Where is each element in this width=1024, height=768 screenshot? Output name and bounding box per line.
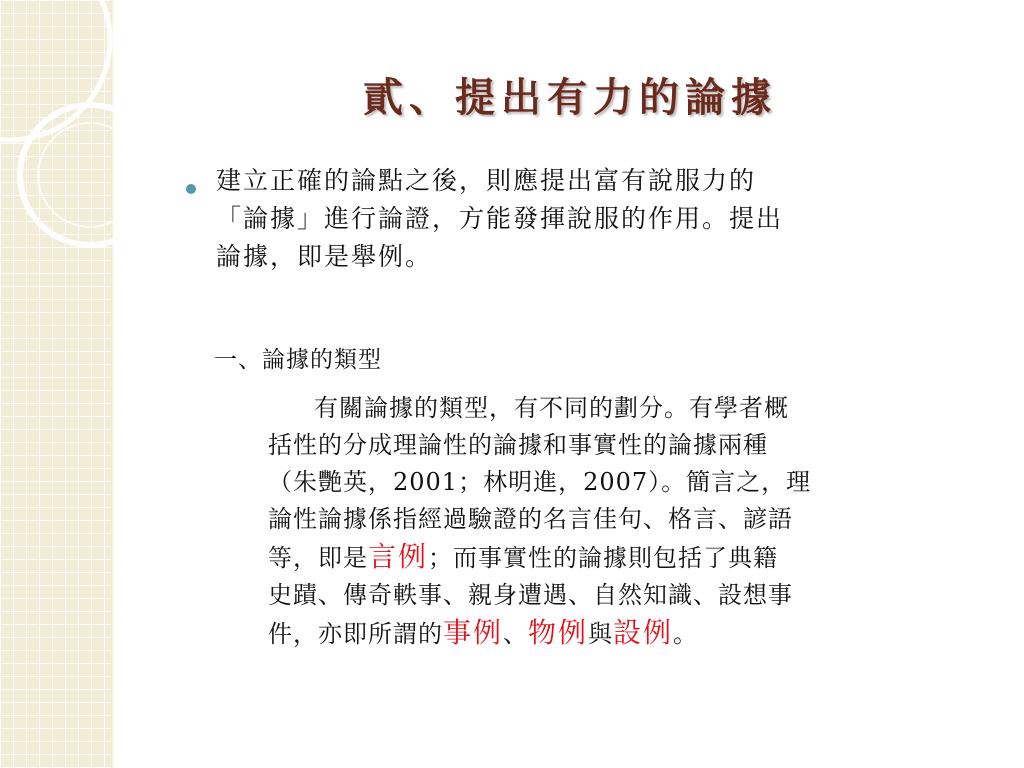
- paragraph-line: [268, 614, 988, 653]
- bullet-dot-icon: [186, 184, 196, 194]
- bullet-line: 「論據」進行論證，方能發揮說服的作用。提出: [216, 204, 784, 233]
- bullet-line: 建立正確的論點之後，則應提出富有說服力的: [216, 166, 757, 195]
- bullet-line: 論據，即是舉例。: [216, 242, 433, 271]
- bullet-text: [216, 162, 976, 276]
- paragraph: [268, 390, 988, 653]
- paragraph-text: 等，即是: [268, 544, 368, 572]
- highlight-term-wuli: 物例: [528, 616, 589, 649]
- paragraph-text: 與: [588, 620, 614, 648]
- highlight-term-sheli: 設例: [613, 616, 674, 649]
- paragraph-line-text: 有關論據的類型，有不同的劃分。有學者概: [314, 394, 789, 422]
- paragraph-line: [268, 538, 988, 577]
- bullet-item: [186, 162, 976, 276]
- paragraph-line: [268, 390, 988, 427]
- slide-title: 貳、提出有力的論據: [363, 74, 777, 121]
- paragraph-text: 件，亦即所謂的: [268, 620, 443, 648]
- paragraph-line: 史蹟、傳奇軼事、親身遭遇、自然知識、設想事: [268, 581, 793, 609]
- paragraph-line: 論性論據係指經過驗證的名言佳句、格言、諺語: [268, 505, 793, 533]
- paragraph-text: 。: [673, 620, 699, 648]
- decorative-circles: [0, 0, 170, 300]
- paragraph-line: 括性的分成理論性的論據和事實性的論據兩種: [268, 431, 768, 459]
- paragraph-text: 、: [503, 620, 529, 648]
- highlight-term-shili: 事例: [443, 616, 504, 649]
- paragraph-line: （朱艷英，2001；林明進，2007）。簡言之，理: [268, 468, 812, 496]
- section-heading: 一、論據的類型: [214, 347, 382, 373]
- highlight-term-yanli: 言例: [368, 540, 429, 573]
- paragraph-text: ；而事實性的論據則包括了典籍: [428, 544, 779, 572]
